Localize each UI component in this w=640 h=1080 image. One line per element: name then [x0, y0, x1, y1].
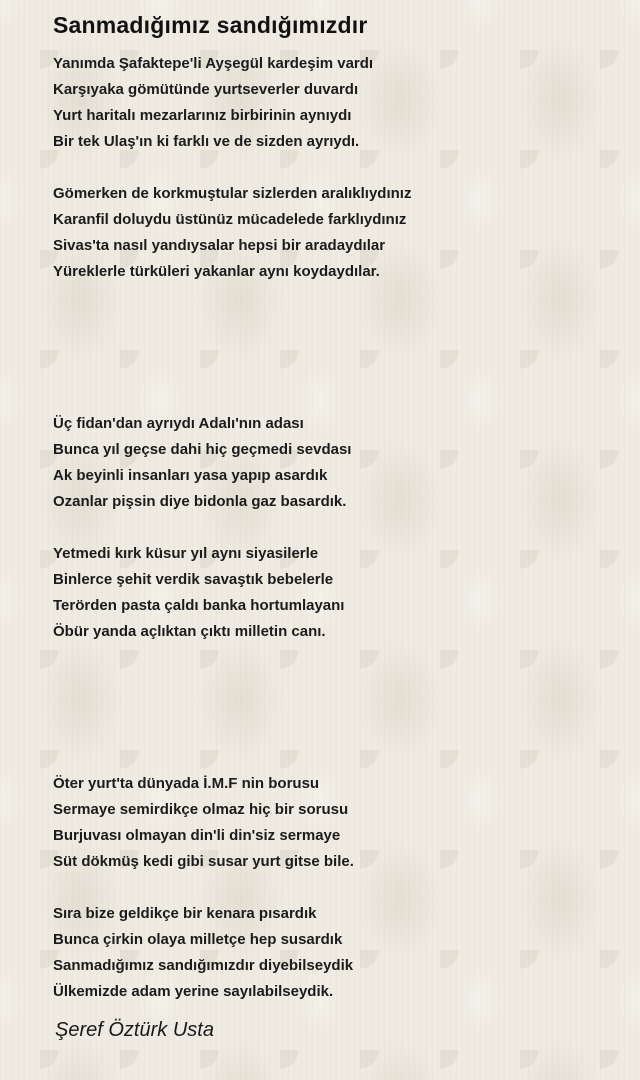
- poem-line: Sıra bize geldikçe bir kenara pısardık: [53, 905, 317, 922]
- poem-line: Yüreklerle türküleri yakanlar aynı koydaydılar.: [53, 263, 380, 280]
- poem-line: Yurt haritalı mezarlarınız birbirinin aynıydı: [53, 107, 352, 124]
- poem-line: Ozanlar pişsin diye bidonla gaz basardık.: [53, 493, 347, 510]
- poem-line: Öter yurt'ta dünyada İ.M.F nin borusu: [53, 775, 320, 792]
- poem-line: Ülkemizde adam yerine sayılabilseydik.: [53, 983, 334, 1000]
- poem-line: Bunca çirkin olaya milletçe hep susardık: [53, 931, 343, 948]
- poem-line: Bir tek Ulaş'ın ki farklı ve de sizden ayrıydı.: [53, 133, 360, 150]
- poem-line: Sivas'ta nasıl yandıysalar hepsi bir aradaydılar: [53, 237, 386, 254]
- poem-line: Burjuvası olmayan din'li din'siz sermaye: [53, 827, 341, 844]
- stanza-4: [53, 541, 344, 645]
- poem-line: Sanmadığımız sandığımızdır diyebilseydik: [53, 957, 354, 974]
- stanza-2: [53, 181, 411, 285]
- stanza-3: [53, 411, 351, 515]
- stanza-1: [53, 51, 373, 155]
- author-signature: Şeref Öztürk Usta: [55, 1019, 214, 1041]
- poem-line: Gömerken de korkmuştular sizlerden aralıklıydınız: [53, 185, 412, 202]
- poem-line: Üç fidan'dan ayrıydı Adalı'nın adası: [53, 415, 304, 432]
- poem-line: Binlerce şehit verdik savaştık bebelerle: [53, 571, 334, 588]
- poem-line: Öbür yanda açlıktan çıktı milletin canı.: [53, 623, 326, 640]
- poem-line: Terörden pasta çaldı banka hortumlayanı: [53, 597, 345, 614]
- poem-line: Yanımda Şafaktepe'li Ayşegül kardeşim vardı: [53, 55, 374, 72]
- stanza-5: [53, 771, 354, 875]
- poem-line: Yetmedi kırk küsur yıl aynı siyasilerle: [53, 545, 319, 562]
- poem-line: Ak beyinli insanları yasa yapıp asardık: [53, 467, 328, 484]
- poem-line: Sermaye semirdikçe olmaz hiç bir sorusu: [53, 801, 349, 818]
- stanza-6: [53, 901, 353, 1005]
- poem-line: Karşıyaka gömütünde yurtseverler duvardı: [53, 81, 359, 98]
- poem-line: Süt dökmüş kedi gibi susar yurt gitse bile.: [53, 853, 354, 870]
- poem-line: Karanfil doluydu üstünüz mücadelede farklıydınız: [53, 211, 407, 228]
- poem-line: Bunca yıl geçse dahi hiç geçmedi sevdası: [53, 441, 352, 458]
- poem-title: Sanmadığımız sandığımızdır: [53, 12, 368, 38]
